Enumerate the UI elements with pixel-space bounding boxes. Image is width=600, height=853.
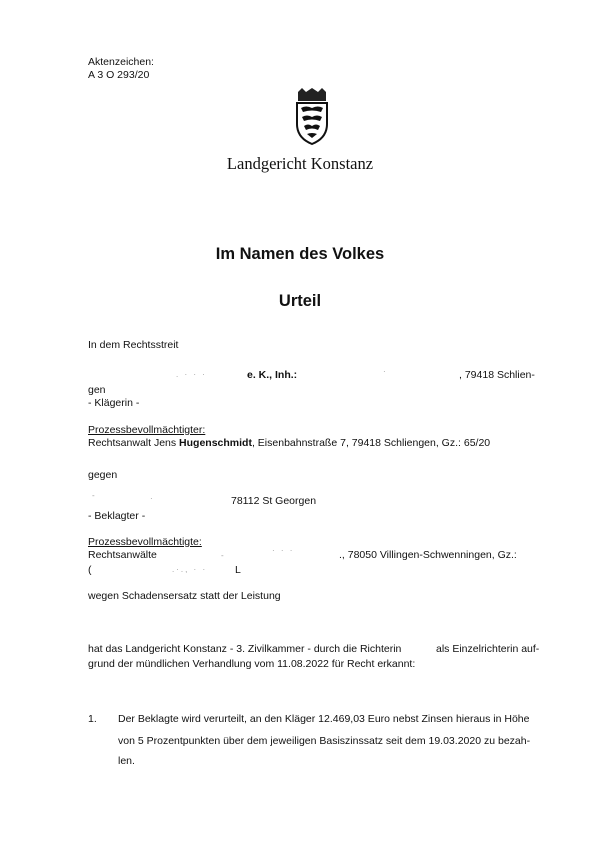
- defendant-city: 78112 St Georgen: [231, 495, 317, 507]
- aktenzeichen-value: A 3 O 293/20: [88, 69, 150, 81]
- decision-line-1b: als Einzelrichterin auf-: [436, 643, 540, 655]
- plaintiff-counsel-name: Hugenschmidt: [179, 437, 252, 449]
- redaction-smudge: · · ·: [272, 546, 295, 555]
- redaction-smudge: -: [221, 551, 226, 560]
- aktenzeichen-label: Aktenzeichen:: [88, 56, 154, 68]
- ruling-item-number: 1.: [88, 713, 97, 725]
- redaction-smudge: . · · ·: [176, 370, 207, 379]
- plaintiff-counsel-label: Prozessbevollmächtigter:: [88, 424, 206, 436]
- redaction-smudge: .·., · ·: [172, 565, 208, 574]
- plaintiff-role: - Klägerin -: [88, 397, 140, 409]
- plaintiff-counsel: [88, 437, 490, 450]
- plaintiff-city-continued: gen: [88, 384, 106, 396]
- defendant-counsel-city: ., 78050 Villingen-Schwenningen, Gz.:: [339, 549, 517, 561]
- defendant-counsel-label: Prozessbevollmächtigte:: [88, 536, 202, 548]
- defendant-counsel-gz-close: L: [235, 564, 241, 576]
- coat-of-arms-icon: [290, 88, 334, 146]
- versus-text: gegen: [88, 469, 118, 481]
- plaintiff-counsel-address: , Eisenbahnstraße 7, 79418 Schliengen, Gz.: 65/20: [251, 437, 491, 449]
- document-subtitle: Urteil: [278, 292, 322, 310]
- subject-text: wegen Schadensersatz statt der Leistung: [88, 590, 281, 602]
- ruling-item-line-3: len.: [118, 755, 135, 767]
- plaintiff-company: e. K., Inh.:: [247, 369, 298, 381]
- decision-line-2: grund der mündlichen Verhandlung vom 11.08.2022 für Recht erkannt:: [88, 658, 416, 670]
- redaction-smudge: ·: [383, 367, 388, 376]
- redaction-smudge: ·: [150, 494, 155, 503]
- court-name: Landgericht Konstanz: [226, 154, 374, 173]
- plaintiff-city: , 79418 Schlien-: [459, 369, 535, 381]
- defendant-counsel-gz-open: (: [88, 564, 92, 576]
- redaction-smudge: -: [92, 491, 97, 500]
- document-title: Im Namen des Volkes: [215, 245, 385, 263]
- decision-line-1a: hat das Landgericht Konstanz - 3. Zivilkammer - durch die Richterin: [88, 643, 402, 655]
- intro-text: In dem Rechtsstreit: [88, 339, 179, 351]
- plaintiff-counsel-prefix: Rechtsanwalt Jens: [88, 437, 180, 449]
- defendant-counsel: Rechtsanwälte: [88, 549, 157, 561]
- ruling-item-line-2: von 5 Prozentpunkten über dem jeweiligen Basiszinssatz seit dem 19.03.2020 zu bezah-: [118, 735, 531, 747]
- ruling-item-line-1: Der Beklagte wird verurteilt, an den Kläger 12.469,03 Euro nebst Zinsen hieraus in Höhe: [118, 713, 530, 725]
- defendant-role: - Beklagter -: [88, 510, 146, 522]
